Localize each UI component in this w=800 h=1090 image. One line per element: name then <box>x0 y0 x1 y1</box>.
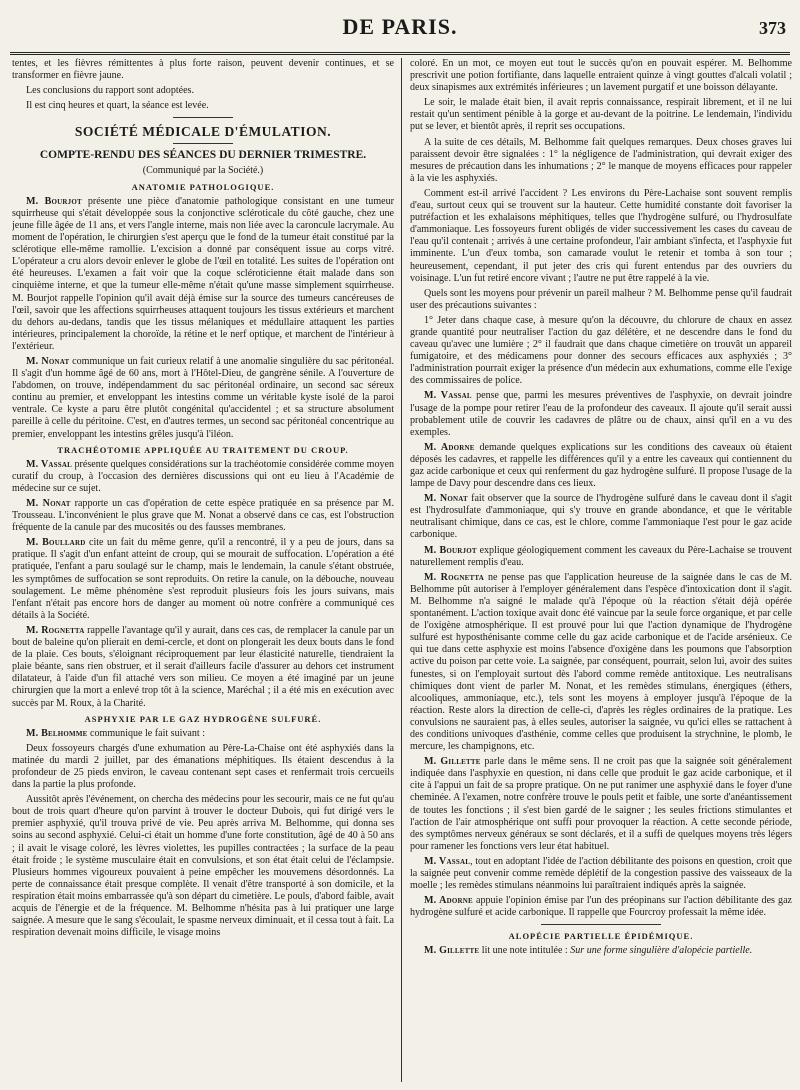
paragraph-text: ne pense pas que l'application heureuse de la saignée dans le cas de M. Belhomme pût autoriser à l'employer généralement dans l'espèce d'intoxication dont il s'agit. M. Belhomme n'a saigné le malade qu'à l'époque où la réaction s'était déjà opérée spontanément. L'action toxique avait donc été vaincue par la seule force organique, et par celle de l'oxigène atmosphérique. Il est prouvé pour lui que l'action dynamique de l'hydrogène sulfuré est hyposthénisante comme celle du gaz acide carbonique et de l'acide arsénieux. Ce qui tue dans cette asphyxie est moins l'absence d'oxigène dans les poumons que l'absorption active du poison par cette voie. La saignée, par conséquent, pourrait, selon lui, avoir des suites funestes, si on l'employait surtout dès l'abord comme remède antitoxique. Les neutralisans chimiques dont vient de parler M. Nonat, et les remèdes stimulans, énergiques (éthers, alcooliques, ammoniaque, etc.), tels sont les moyens à employer jusqu'à l'époque de la réaction. Reste alors la direction de celle-ci, d'après les règles ordinaires de la pratique. Les convulsions ne sauraient pas, à elles seules, autoriser la saignée, vu qu'ici elles se rattachent à des conditions univoques d'asthénie, comme celles que produisent la strychnine, le plomb, le mercure, les champignons, etc. <box>410 571 792 753</box>
paragraph <box>410 390 792 438</box>
speaker-name: M. Nonat <box>26 355 70 367</box>
column-divider <box>401 58 402 1082</box>
paragraph <box>12 356 394 441</box>
section-heading: ALOPÉCIE PARTIELLE ÉPIDÉMIQUE. <box>508 931 694 942</box>
paragraph: A la suite de ces détails, M. Belhomme fait quelques remarques. Deux choses graves lui paraissent devoir être signalées : 1° la négligence de l'administration, qui devrait exiger des mesures de précaution dans les inhumations ; 2° le manque de moyens efficaces pour rappeler à la vie les asphyxiés. <box>410 136 792 184</box>
speaker-name: M. Rognetta <box>26 624 85 636</box>
speaker-name: M. Vassal <box>424 390 472 402</box>
paragraph-text: présente une pièce d'anatomie pathologique consistant en une tumeur squirrheuse qui s'était développée sous la conjonctive scléroticale du côté gauche, chez une jeune fille âgée de 11 ans, et vers l'angle interne, mais non liée avec la caroncule lacrymale. Au moment de l'opération, le chirurgien s'est aperçu que le fond de la tumeur était constitué par la sclérotique elle-même ramollie. L'excision a donné par conséquent issue au corps vitré. L'opérateur a cru alors devoir enlever le globe de l'œil en totalité. Les suites de l'opération ont été heureuses. L'examen a fait voir que la coque scléroticienne était malade dans son cinquième interne, et que la tumeur elle-même n'était qu'une masse simplement squirrheuse. M. Bourjot rappelle l'opinion qu'il avait déjà émise sur la source des tumeurs cancéreuses de l'œil, savoir que les affections squirrheuses attaquent toujours les tissus extérieurs et marchent du dehors au-dedans, tandis que les tissus mélaniques et médullaire attaquent les parties intérieures, principalement la choroïde, la rétine et le nerf optique, et marchent de l'intérieur à l'extérieur. <box>12 195 394 352</box>
paragraph: coloré. En un mot, ce moyen eut tout le succès qu'on en pouvait espérer. M. Belhomme prescrivit une potion fortifiante, dans laquelle entraient quinze à vingt gouttes d'alcali volatil ; deux sinapismes aux extrémités inférieures ; un lavement purgatif et une boisson délayante. <box>410 58 792 94</box>
paragraph <box>410 572 792 753</box>
paragraph: Il est cinq heures et quart, la séance est levée. <box>26 100 209 112</box>
paragraph: 1° Jeter dans chaque case, à mesure qu'on la découvre, du chlorure de chaux en assez grande quantité pour neutraliser l'action du gaz délétère, et ne descendre dans le fond du caveau qu'avec une lumière ; 2° il faudrait que dans chaque cimetière on trouvât un appareil fumigatoire, et des médicamens pour donner des secours efficaces aux asphyxiés ; 3° l'administration pourrait exiger la présence d'un médecin aux exhumations, comme elle l'exige des commissaires de police. <box>410 314 792 387</box>
speaker-name: M. Vassal <box>26 458 72 470</box>
paragraph: tentes, et les fièvres rémittentes à plus forte raison, peuvent devenir continues, et se transformer en fièvre jaune. <box>12 58 394 82</box>
speaker-name: M. Boullard <box>26 537 86 549</box>
society-title: SOCIÉTÉ MÉDICALE D'ÉMULATION. <box>74 124 332 140</box>
divider <box>541 924 661 925</box>
paragraph <box>410 856 792 892</box>
paragraph: Aussitôt après l'événement, on chercha des médecins pour les secourir, mais ce ne fut qu'au bout de trois quart d'heure qu'on parvint à trouver le docteur Dubois, qui fut dirigé vers le premier asphyxié, qu'il trouva privé de vie. Peu après arriva M. Belhomme, qui donna ses soins au second asphyxié. Celui-ci était un homme d'une forte constitution, âgé de 40 à 50 ans ; il avait le visage coloré, les lèvres violettes, les pupilles contractées ; la surface de la peau était froide ; le système musculaire était en convulsions, et son état était celui de l'éclampsie. Plusieurs hommes vigoureux pouvaient à peine empêcher les mouvemens désordonnés. La perte de connaissance était presque complète. Il venait d'être transporté à son domicile, et la respiration était moins embarrassée qu'à son départ du cimetière. Le pouls, d'abord faible, avait acquis de l'énergie et de la fréquence. M. Belhomme n'hésita pas à lui pratiquer une large saignée. A mesure que le sang s'écoulait, le spasme nerveux diminuait, et il cessa tout à fait. La respiration devenait moins difficile, le visage moins <box>12 794 394 939</box>
speaker-name: M. Nonat <box>424 493 468 505</box>
paragraph <box>410 756 792 853</box>
paragraph <box>12 196 394 353</box>
right-column <box>410 58 792 1084</box>
header-rule <box>10 52 790 55</box>
paragraph <box>410 895 792 919</box>
paragraph <box>410 545 792 569</box>
section-heading: TRACHÉOTOMIE APPLIQUÉE AU TRAITEMENT DU CROUP. <box>57 444 349 455</box>
speaker-name: M. Belhomme <box>26 727 88 739</box>
paragraph <box>12 625 394 710</box>
speaker-name: M. Rognetta <box>424 571 484 583</box>
paragraph <box>12 459 394 495</box>
left-column <box>12 58 394 1084</box>
paragraph: Deux fossoyeurs chargés d'une exhumation au Père-La-Chaise ont été asphyxiés dans la matinée du mardi 2 juillet, par des émanations méphitiques. Ils étaient descendus à la profondeur de 25 pieds environ, le caveau contenant sept cases et renfermait trois cercueils dans la partie la plus profonde. <box>12 742 394 791</box>
paragraph-text: appuie l'opinion émise par l'un des préopinans sur l'action débilitante des gaz hydrogène sulfuré et acide carbonique. Il rappelle que Fourcroy professait la même idée. <box>410 895 792 919</box>
section-heading: ANATOMIE PATHOLOGIQUE. <box>131 181 275 192</box>
section-heading: ASPHYXIE PAR LE GAZ HYDROGÈNE SULFURÉ. <box>84 713 322 724</box>
page-number: 373 <box>759 18 786 38</box>
paragraph-text: , tout en adoptant l'idée de l'action débilitante des poisons en question, croit que la saignée peut convenir comme remède déplétif de la congestion passive des vaisseaux de la moelle ; les remèdes stimulans néanmoins lui paraîtraient indiqués après la saignée. <box>410 855 792 892</box>
note-title: Sur une forme singulière d'alopécie partielle. <box>570 945 753 957</box>
paragraph: Le soir, le malade était bien, il avait repris connaissance, respirait librement, et il ne lui restait qu'un sentiment pénible à la gorge et au-devant de la poitrine. Le lendemain, l'individu put se lever, et bientôt après, il reprit ses occupations. <box>410 97 792 133</box>
paragraph <box>410 945 792 957</box>
paragraph-text: communique un fait curieux relatif à une anomalie singulière du sac péritonéal. Il s'agit d'un homme âgé de 60 ans, mort à l'Hôtel-Dieu, de gangrène sénile. A l'ouverture de l'abdomen, on trouve, indépendamment du sac péritonéal ordinaire, un second sac séreux continu au premier, et enveloppant les intestins comme un véritable kyste isolé de la paroi ventrale. Ce kyste a paru être plutôt congénital qu'accidentel ; et sa structure absolument pareille à celle du péritoine. C'est, en d'autres termes, un second sac péritonéal concentrique au premier, enveloppant les intestins grêles jusqu'à l'iléon. <box>12 355 394 440</box>
speaker-name: M. Bourjot <box>424 544 477 556</box>
paragraph <box>410 493 792 541</box>
paragraph: Les conclusions du rapport sont adoptées. <box>26 85 194 97</box>
paragraph: Quels sont les moyens pour prévenir un pareil malheur ? M. Belhomme pense qu'il faudrait user des précautions suivantes : <box>410 287 792 311</box>
divider <box>173 117 233 118</box>
paragraph <box>12 537 394 622</box>
paragraph-text: présente quelques considérations sur la trachéotomie considérée comme moyen curatif du croup, à l'occasion des dernières discussions qui ont eu lieu à l'Académie de médecine sur ce sujet. <box>12 458 394 494</box>
paragraph-text: fait observer que la source de l'hydrogène sulfuré dans le caveau dont il s'agit est l'hydrosulfate d'ammoniaque, qui s'y trouve en grande abondance, et que le véritable neutralisant chimique, dans ce cas, est le chlore, comme l'ammoniaque l'est pour le gaz acide carbonique. <box>410 493 792 541</box>
paragraph <box>12 498 394 534</box>
paragraph: Comment est-il arrivé l'accident ? Les environs du Père-Lachaise sont souvent remplis d'eau, surtout ceux qui se trouvent sur la hauteur. Cette humidité constante doit favoriser la putréfaction et les exhalaisons méphitiques, telles que l'hydrogène sulfuré, ou l'hydrosulfate d'ammoniaque. Les fossoyeurs furent obligés de vider successivement les cases du caveau de l'eau qu'il contenait ; arrivés à une certaine profondeur, l'air ambiant s'infecta, et l'asphyxie fut imminente. L'un d'eux tomba, son camarade voulut le retenir et tomba à son tour ; heureusement, cependant, il put jeter des cris qui furent entendus par des ouvriers du voisinage. L'un fut retiré encore vivant ; l'autre ne put être rappelé à la vie. <box>410 187 792 284</box>
paragraph-text: communique le fait suivant : <box>87 727 205 739</box>
paragraph <box>410 442 792 490</box>
paragraph-text: parle dans le même sens. Il ne croit pas que la saignée soit généralement indiquée dans l'asphyxie en question, ni dans celle que produit le gaz acide carbonique, et il cite à l'appui un fait de sa propre pratique. On ne put ranimer une asphyxié dans le foyer d'une cheminée. A l'examen, notre confrère trouve le pouls petit et faible, une sorte d'anéantissement de toutes les fonctions ; il s'est bien gardé de le saigner ; les seules frictions stimulantes et l'action de l'air atmosphérique ont suffi pour provoquer la réaction. A cette seconde période, des symptômes nerveux généraux se sont déclarés, et il a suffi de quelques moyens très légers pour ramener les fonctions vers leur état habituel. <box>410 756 792 852</box>
speaker-name: M. Gillette <box>424 756 481 768</box>
divider <box>173 143 233 144</box>
paragraph-text: demande quelques explications sur les conditions des caveaux où étaient déposés les cadavres, et rappelle les différences qu'il y a entre les caveaux qui contiennent du gaz acide carbonique et ceux qui renferment du gaz hydrogène sulfuré. Il propose l'usage de la lampe de Davy pour descendre dans ces lieux. <box>410 441 792 490</box>
paragraph-text: explique géologiquement comment les caveaux du Père-Lachaise se trouvent naturellement remplis d'eau. <box>410 544 792 568</box>
speaker-name: M. Gillette <box>424 945 480 957</box>
report-title: COMPTE-RENDU DES SÉANCES DU DERNIER TRIMESTRE. <box>39 149 367 162</box>
paragraph <box>12 728 394 740</box>
running-title: DE PARIS. <box>342 14 458 39</box>
speaker-name: M. Nonat <box>26 498 71 509</box>
speaker-name: M. Vassal <box>424 855 471 867</box>
speaker-name: M. Bourjot <box>26 195 82 207</box>
running-head <box>0 6 800 50</box>
paragraph-text: rappelle l'avantage qu'il y aurait, dans ces cas, de remplacer la canule par un bout de baleine qu'on plierait en demi-cercle, et dont on plongerait les deux bouts dans le fond de la plaie. Ces bouts, s'éloignant réciproquement par leur élasticité naturelle, tiendraient la plaie béante, sans rien obstruer, et il serait d'ailleurs facile d'assurer au dehors cet instrument dilatateur, à l'aide d'un fil attaché vers son milieu. Ce moyen a été imaginé par un jeune chirurgien que la mort a enlevé trop tôt à la science, Maréchal ; il a été mis en exécution avec succès par M. Roux, à la Charité. <box>12 624 394 709</box>
paragraph-text: cite un fait du même genre, qu'il a rencontré, il y a peu de jours, dans sa pratique. Il s'agit d'un enfant atteint de croup, qui se mourait de suffocation. L'opération a été pratiquée, l'enfant a paru soulagé sur le champ, mais le lendemain, la canule s'étant obstruée, les symptômes de suffocation se sont reproduits. On retire la canule, on la débouche, nouveau soulagement. Le même phénomène s'est reproduit plusieurs fois les jours suivans, mais l'enfant n'était pas encore hors de danger au moment où notre confrère a communiqué ces détails à la Société. <box>12 537 394 621</box>
paragraph-text: lit une note intitulée : <box>479 945 571 957</box>
communicated-note: (Communiqué par la Société.) <box>142 164 264 176</box>
speaker-name: M. Adorne <box>424 895 473 907</box>
paragraph-text: rapporte un cas d'opération de cette espèce pratiquée en sa présence par M. Trousseau. L'inconvénient le plus grave que M. Nonat a observé dans ce cas, est l'obstruction fréquente de la canule par des mucosités ou des fausses membranes. <box>12 498 394 534</box>
speaker-name: M. Adorne <box>424 441 475 453</box>
paragraph-text: pense que, parmi les mesures préventives de l'asphyxie, on devrait joindre l'usage de la pompe pour retirer l'eau de la profondeur des caveaux. Il ajoute qu'il serait aussi probablement utile de couvrir les cadavres de plâtre ou de chaux, ainsi qu'il en a vu des exemples. <box>410 390 792 438</box>
